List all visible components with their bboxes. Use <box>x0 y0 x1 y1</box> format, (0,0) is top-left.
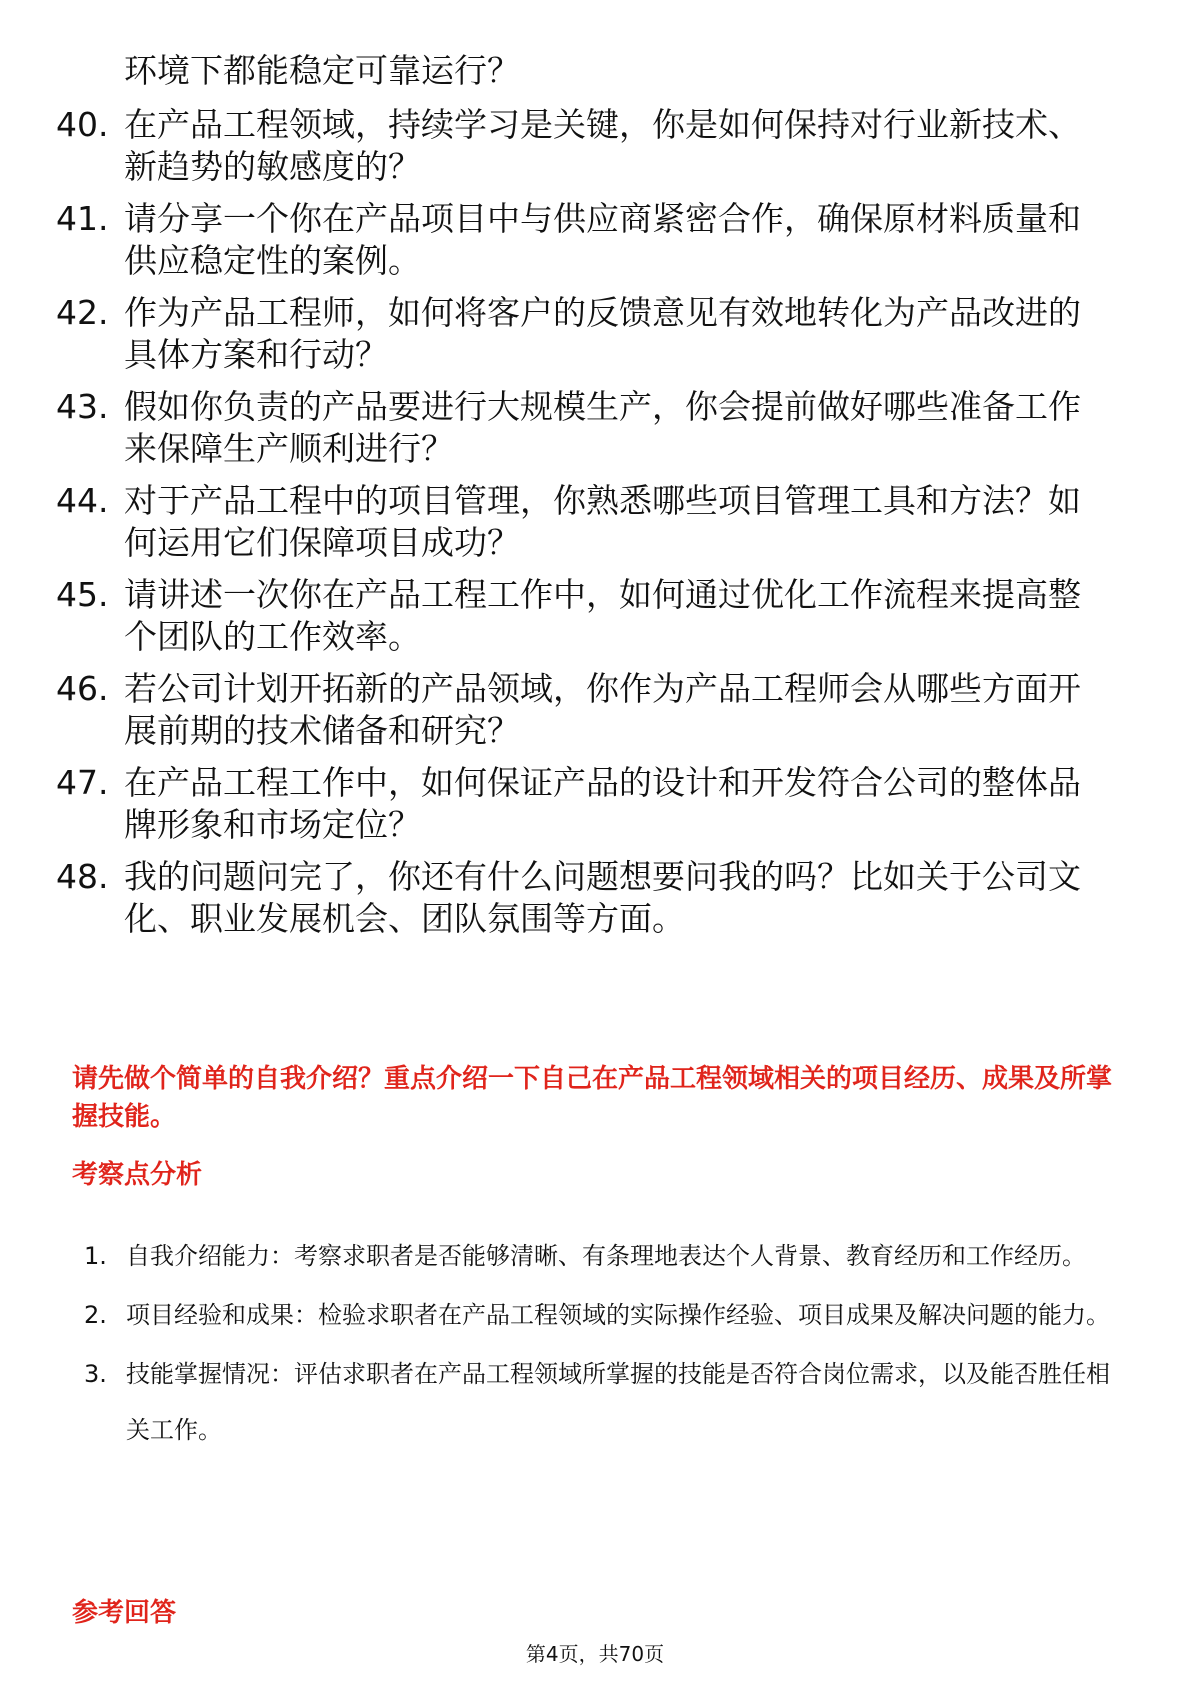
analysis-item <box>84 1346 1114 1458</box>
analysis-list <box>84 1228 1114 1461</box>
question-item <box>56 762 1116 846</box>
question-number: 42. <box>56 293 109 332</box>
question-text: 请分享一个你在产品项目中与供应商紧密合作，确保原材料质量和供应稳定性的案例。 <box>124 199 1081 280</box>
question-item <box>56 856 1116 940</box>
question-text: 作为产品工程师，如何将客户的反馈意见有效地转化为产品改进的具体方案和行动？ <box>124 293 1081 374</box>
question-text: 在产品工程领域，持续学习是关键，你是如何保持对行业新技术、新趋势的敏感度的？ <box>124 105 1081 186</box>
question-item <box>56 198 1116 282</box>
question-item <box>56 386 1116 470</box>
question-number: 40. <box>56 105 109 144</box>
question-text: 若公司计划开拓新的产品领域，你作为产品工程师会从哪些方面开展前期的技术储备和研究？ <box>124 669 1081 750</box>
analysis-number: 2. <box>84 1301 107 1329</box>
highlighted-question: 请先做个简单的自我介绍？重点介绍一下自己在产品工程领域相关的项目经历、成果及所掌握技能。 <box>72 1064 1113 1132</box>
question-text: 在产品工程工作中，如何保证产品的设计和开发符合公司的整体品牌形象和市场定位？ <box>124 763 1081 844</box>
page-footer: 第4页，共70页 <box>525 1642 665 1666</box>
question-item <box>56 292 1116 376</box>
analysis-text: 项目经验和成果：检验求职者在产品工程领域的实际操作经验、项目成果及解决问题的能力。 <box>126 1301 1110 1329</box>
analysis-heading: 考察点分析 <box>72 1160 203 1190</box>
question-number: 43. <box>56 387 109 426</box>
question-number: 41. <box>56 199 109 238</box>
question-text: 请讲述一次你在产品工程工作中，如何通过优化工作流程来提高整个团队的工作效率。 <box>124 575 1081 656</box>
question-list <box>56 48 1116 950</box>
question-number: 47. <box>56 763 109 802</box>
reference-answer-heading: 参考回答 <box>72 1598 177 1628</box>
question-item <box>56 104 1116 188</box>
analysis-item <box>84 1228 1114 1284</box>
question-text: 对于产品工程中的项目管理，你熟悉哪些项目管理工具和方法？如何运用它们保障项目成功？ <box>124 481 1081 562</box>
question-item <box>56 668 1116 752</box>
question-item <box>56 480 1116 564</box>
question-number: 45. <box>56 575 109 614</box>
analysis-number: 1. <box>84 1242 107 1270</box>
analysis-text: 技能掌握情况：评估求职者在产品工程领域所掌握的技能是否符合岗位需求，以及能否胜任相关工作。 <box>126 1360 1110 1444</box>
analysis-text: 自我介绍能力：考察求职者是否能够清晰、有条理地表达个人背景、教育经历和工作经历。 <box>126 1242 1086 1270</box>
continued-question-text: 环境下都能稳定可靠运行？ <box>124 51 520 90</box>
question-number: 44. <box>56 481 109 520</box>
question-text: 我的问题问完了，你还有什么问题想要问我的吗？比如关于公司文化、职业发展机会、团队氛围等方面。 <box>124 857 1081 938</box>
analysis-number: 3. <box>84 1360 107 1388</box>
question-item <box>56 574 1116 658</box>
question-number: 46. <box>56 669 109 708</box>
question-text: 假如你负责的产品要进行大规模生产，你会提前做好哪些准备工作来保障生产顺利进行？ <box>124 387 1081 468</box>
question-number: 48. <box>56 857 109 896</box>
analysis-item <box>84 1287 1114 1343</box>
